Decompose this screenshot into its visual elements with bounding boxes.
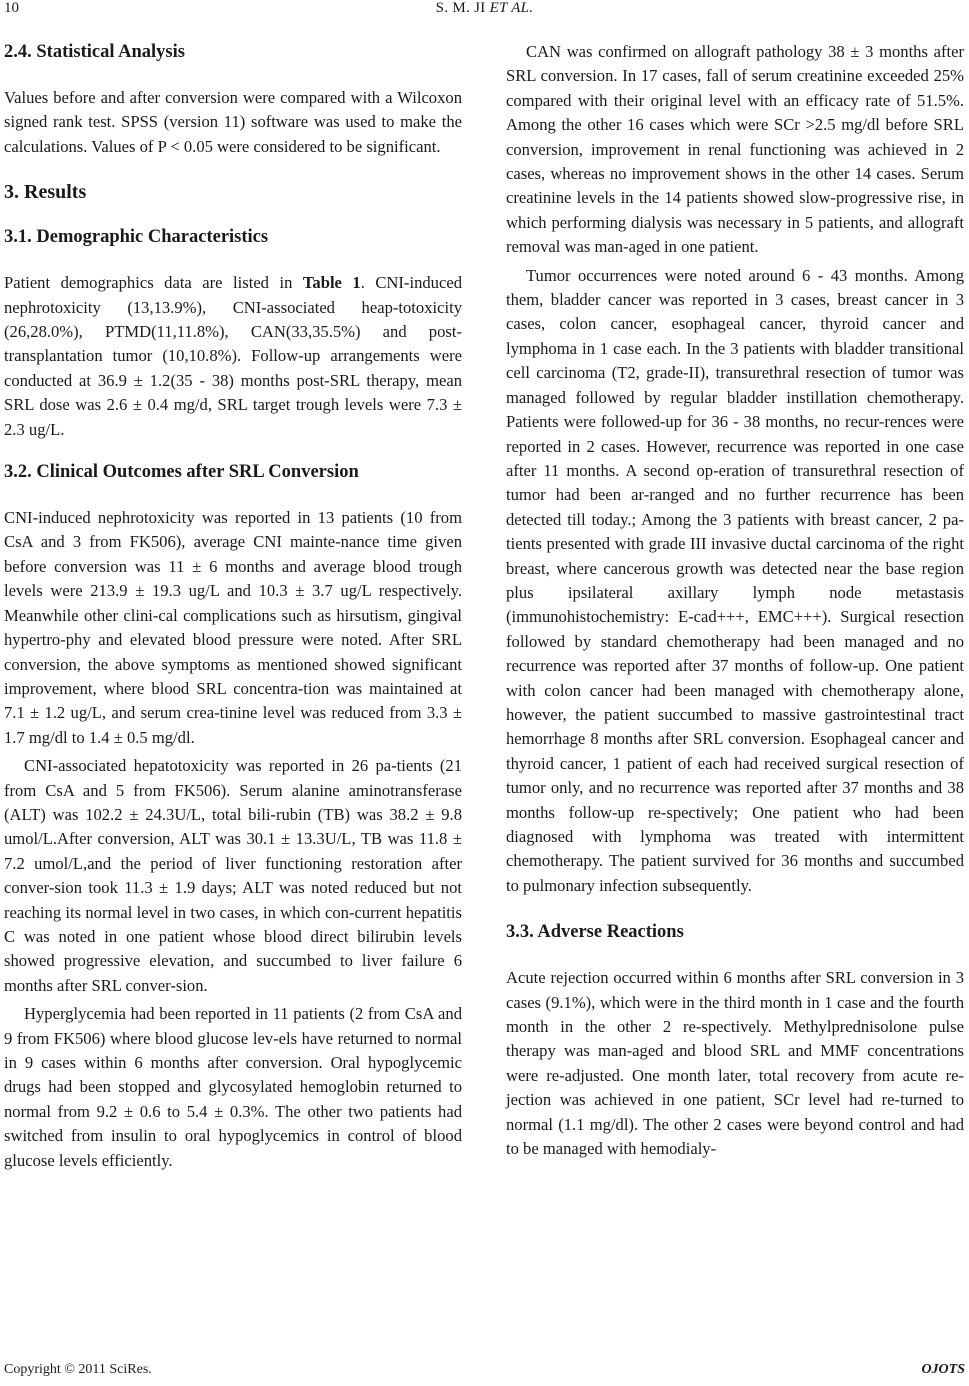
section-2-4-paragraph: Values before and after conversion were compared with a Wilcoxon signed rank test. SPSS (version 11) software was used to make the calculations. Values of P < 0.05 were considered to be significant. [4, 88, 462, 156]
copyright-notice: Copyright © 2011 SciRes. [4, 1362, 152, 1377]
section-3-1-paragraph [4, 271, 462, 442]
section-3-2-paragraph-1: CNI-induced nephrotoxicity was reported in 13 patients (10 from CsA and 3 from FK506), average CNI mainte-nance time given before conversion was 11 ± 6 months and average blood trough levels were 213.9 ± 19.3 ug/L and 10.3 ± 3.7 ug/L respectively. Meanwhile other clini-cal complications such as hirsutism, gingival hypertro-phy and elevated blood pressure were noted. After SRL conversion, the above symptoms as mentioned showed significant improvement, where blood SRL concentra-tion was maintained at 7.1 ± 1.2 ug/L, and serum crea-tinine level was reduced from 3.3 ± 1.7 mg/dl to 1.4 ± 0.5 mg/dl. [4, 508, 462, 747]
section-3-2-paragraph-2: CNI-associated hepatotoxicity was reported in 26 pa-tients (21 from CsA and 5 from FK506). Serum alanine aminotransferase (ALT) was 102.2 ± 24.3U/L, total bili-rubin (TB) was 38.2 ± 9.8 umol/L.After conversion, ALT was 30.1 ± 13.3U/L, TB was 11.8 ± 7.2 umol/L,and the period of liver functioning restoration after conver-sion took 11.3 ± 1.9 days; ALT was noted reduced but not reaching its normal level in two cases, in which con-current hepatitis C was noted in one patient whose blood direct bilirubin levels showed progressive elevation, and succumbed to liver failure 6 months after SRL conver-sion. [4, 756, 462, 995]
tumor-paragraph: Tumor occurrences were noted around 6 - 43 months. Among them, bladder cancer was reported in 3 cases, breast cancer in 3 cases, colon cancer, esophageal cancer, thyroid cancer and lymphoma in 1 case each. In the 3 patients with bladder transitional cell carcinoma (T2, grade-II), transurethral resection of tumor was managed followed by regular bladder instillation chemotherapy. Patients were followed-up for 36 - 38 months, no recur-rences were reported in 2 cases. However, recurrence was reported in one case after 11 months. A second op-eration of transurethral resection of tumor had been ar-ranged and no further recurrence has been detected till today.; Among the 3 patients with breast cancer, 2 pa-tients presented with grade III invasive ductal carcinoma of the right breast, where cancerous growth was detected near the base region plus ipsilateral axillary lymph node metastasis (immunohistochemistry: E-cad+++, EMC+++). Surgical resection followed by standard chemotherapy had been managed and no recurrence was reported after 37 months of follow-up. One patient with colon cancer had been managed with chemotherapy alone, however, the patient succumbed to massive gastrointestinal tract hemorrhage 8 months after SRL conversion. Esophageal cancer and thyroid cancer, 1 patient of each had received surgical resection of tumor only, and no recurrence was reported after 37 months and 38 months follow-up re-spectively; One patient who had been diagnosed with lymphoma was treated with intermittent chemotherapy. The patient survived for 36 months and succumbed to pulmonary infection subsequently. [506, 265, 964, 895]
can-paragraph: CAN was confirmed on allograft pathology 38 ± 3 months after SRL conversion. In 17 cases, fall of serum creatinine exceeded 25% compared with their original level with an efficacy rate of 51.5%. Among the other 16 cases which were SCr >2.5 mg/dl before SRL conversion, improvement in renal functioning was achieved in 2 cases, whereas no improvement shows in the other 14 cases. Serum creatinine levels in the 14 patients showed slow-progressive rise, in which performing dialysis was necessary in 5 patients, and allograft removal was man-aged in one patient. [506, 42, 964, 257]
right-column [506, 40, 964, 1161]
section-2-4-heading: 2.4. Statistical Analysis [4, 42, 185, 62]
left-column [4, 40, 462, 1173]
section-3-1-text-b: . CNI-induced nephrotoxicity (13,13.9%), CNI-associated heap-totoxicity (26,28.0%), PTMD(11,11.8%), CAN(33,35.5%) and post-transplantation tumor (10,10.8%). Follow-up arrangements were conducted at 36.9 ± 1.2(35 - 38) months post-SRL therapy, mean SRL dose was 2.6 ± 0.4 mg/d, SRL target trough levels were 7.3 ± 2.3 ug/L. [4, 273, 462, 439]
section-3-3-paragraph: Acute rejection occurred within 6 months after SRL conversion in 3 cases (9.1%), which were in the third month in 1 case and the fourth month in the other 2 re-spectively. Methylprednisolone pulse therapy was man-aged and blood SRL and MMF concentrations were re-adjusted. One month later, total recovery from acute re-jection was achieved in one patient, SCr level had re-turned to normal (1.1 mg/dl). The other 2 cases were beyond control and had to be managed with hemodialy- [506, 968, 964, 1159]
section-3-1-text-a: Patient demographics data are listed in [4, 273, 303, 293]
section-3-2-paragraph-3: Hyperglycemia had been reported in 11 patients (2 from CsA and 9 from FK506) where blood glucose lev-els have returned to normal in 9 cases within 6 months after conversion. Oral hypoglycemic drugs had been stopped and glycosylated hemoglobin returned to normal from 9.2 ± 0.6 to 5.4 ± 0.3%. The other two patients had switched from insulin to oral hypoglycemics in control of blood glucose levels efficiently. [4, 1004, 462, 1170]
section-3-heading: 3. Results [4, 181, 87, 204]
section-3-2-heading: 3.2. Clinical Outcomes after SRL Conversion [4, 462, 359, 483]
section-3-3-heading: 3.3. Adverse Reactions [506, 922, 684, 943]
journal-name: OJOTS [921, 1362, 965, 1377]
running-head-etal: ET AL. [489, 0, 534, 16]
page-footer [4, 1362, 965, 1378]
running-head-authors: S. M. JI [435, 0, 486, 16]
table-1-reference[interactable]: Table 1 [302, 273, 361, 293]
section-3-1-heading: 3.1. Demographic Characteristics [4, 227, 269, 248]
running-head [0, 0, 969, 17]
page-number: 10 [4, 0, 19, 16]
